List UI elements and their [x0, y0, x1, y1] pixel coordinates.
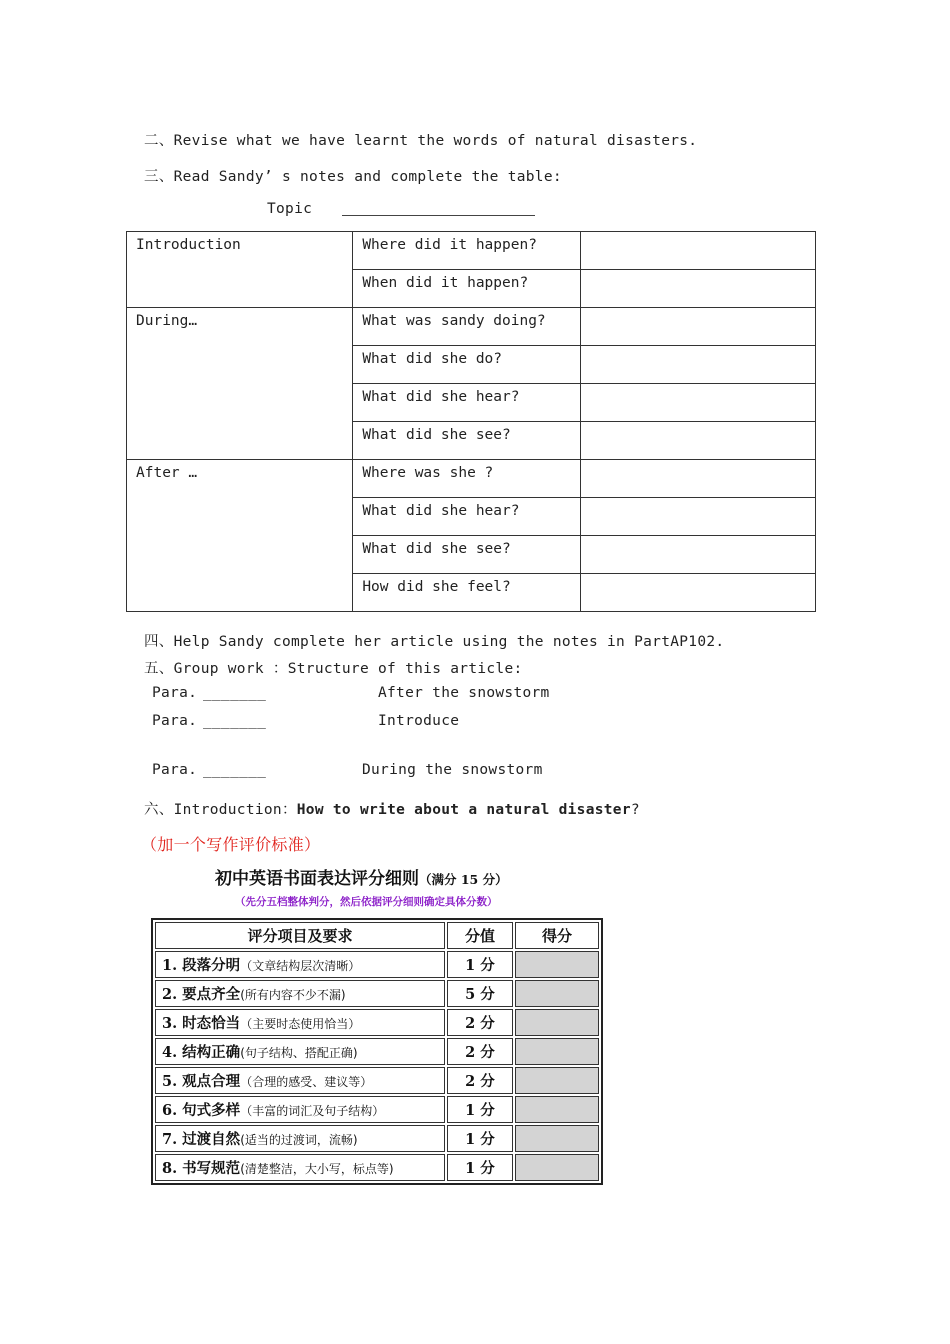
- rubric-item: [155, 1096, 445, 1123]
- group-label-introduction: Introduction: [127, 232, 353, 308]
- rubric-header-value: 分值: [447, 922, 513, 949]
- rubric-row: [155, 1096, 599, 1123]
- rubric-item-name: 1. 段落分明: [162, 957, 241, 974]
- question-cell: When did it happen?: [353, 270, 580, 308]
- rubric-score-cell[interactable]: [515, 1038, 599, 1065]
- para-label: Para.: [152, 685, 198, 701]
- answer-cell[interactable]: [580, 574, 815, 612]
- rubric-item-requirement: （丰富的词汇及句子结构）: [240, 1104, 385, 1118]
- rubric-value: 1 分: [447, 1125, 513, 1152]
- rubric-header-item: 评分项目及要求: [155, 922, 445, 949]
- question-cell: What did she do?: [353, 346, 580, 384]
- red-note: （加一个写作评价标准）: [141, 835, 321, 854]
- question-cell: What was sandy doing?: [353, 308, 580, 346]
- question-cell: Where was she ?: [353, 460, 580, 498]
- rubric-score-cell[interactable]: [515, 1125, 599, 1152]
- rubric-score-cell[interactable]: [515, 1154, 599, 1181]
- rubric-row: [155, 1067, 599, 1094]
- rubric-value: 5 分: [447, 980, 513, 1007]
- rubric-value: 2 分: [447, 1038, 513, 1065]
- para-structure-text: After the snowstorm: [378, 685, 550, 701]
- rubric-item-requirement: （文章结构层次清晰）: [240, 959, 361, 973]
- para-label: Para.: [152, 762, 198, 778]
- answer-cell[interactable]: [580, 270, 815, 308]
- question-cell: What did she see?: [353, 422, 580, 460]
- rubric-item: [155, 1125, 445, 1152]
- rubric-item-requirement: （合理的感受、建议等）: [240, 1075, 373, 1089]
- question-cell: How did she feel?: [353, 574, 580, 612]
- answer-cell[interactable]: [580, 460, 815, 498]
- rubric-table: [151, 918, 603, 1185]
- rubric-header-score: 得分: [515, 922, 599, 949]
- para-structure-text: Introduce: [378, 713, 460, 729]
- rubric-value: 1 分: [447, 951, 513, 978]
- rubric-item-requirement: (清楚整洁，大小写，标点等): [240, 1162, 394, 1176]
- group-label-after: After …: [127, 460, 353, 612]
- rubric-item-name: 2. 要点齐全: [162, 986, 241, 1003]
- answer-cell[interactable]: [580, 536, 815, 574]
- rubric-score-cell[interactable]: [515, 1067, 599, 1094]
- rubric-score-cell[interactable]: [515, 951, 599, 978]
- section-6-question: How to write about a natural disaster: [296, 802, 631, 818]
- rubric-item-requirement: (所有内容不少不漏): [240, 988, 346, 1002]
- answer-cell[interactable]: [580, 422, 815, 460]
- rubric-item: [155, 951, 445, 978]
- section-4-text: 四、Help Sandy complete her article using the notes in PartAP102.: [144, 634, 725, 650]
- rubric-value: 1 分: [447, 1096, 513, 1123]
- rubric-item-name: 5. 观点合理: [162, 1073, 241, 1090]
- question-cell: What did she see?: [353, 536, 580, 574]
- rubric-row: [155, 980, 599, 1007]
- rubric-item: [155, 1067, 445, 1094]
- notes-table: [126, 231, 816, 612]
- rubric-item-name: 3. 时态恰当: [162, 1015, 241, 1032]
- para-blank[interactable]: _______: [203, 713, 267, 729]
- answer-cell[interactable]: [580, 308, 815, 346]
- section-6-prefix: 六、Introduction：: [144, 802, 297, 818]
- rubric-score-cell[interactable]: [515, 1096, 599, 1123]
- answer-cell[interactable]: [580, 384, 815, 422]
- rubric-subtitle: （先分五档整体判分，然后依据评分细则确定具体分数）: [235, 896, 498, 908]
- answer-cell[interactable]: [580, 346, 815, 384]
- rubric-item-name: 8. 书写规范: [162, 1160, 241, 1177]
- rubric-row: [155, 951, 599, 978]
- para-blank[interactable]: _______: [203, 685, 267, 701]
- rubric-item-requirement: （主要时态使用恰当）: [240, 1017, 361, 1031]
- question-cell: Where did it happen?: [353, 232, 580, 270]
- question-cell: What did she hear?: [353, 384, 580, 422]
- rubric-item-requirement: (适当的过渡词，流畅): [240, 1133, 358, 1147]
- rubric-row: [155, 1125, 599, 1152]
- topic-label: Topic: [267, 201, 313, 217]
- rubric-item: [155, 980, 445, 1007]
- rubric-item: [155, 1154, 445, 1181]
- para-blank[interactable]: _______: [203, 762, 267, 778]
- rubric-item: [155, 1038, 445, 1065]
- question-cell: What did she hear?: [353, 498, 580, 536]
- rubric-title-note: （满分 15 分）: [419, 872, 508, 887]
- answer-cell[interactable]: [580, 498, 815, 536]
- rubric-title-main: 初中英语书面表达评分细则: [215, 869, 419, 889]
- rubric-value: 2 分: [447, 1009, 513, 1036]
- rubric-score-cell[interactable]: [515, 1009, 599, 1036]
- rubric-row: [155, 1038, 599, 1065]
- section-2-text: 二、Revise what we have learnt the words of natural disasters.: [144, 133, 698, 149]
- rubric-item-name: 6. 句式多样: [162, 1102, 241, 1119]
- section-3-text: 三、Read Sandy’ s notes and complete the table:: [144, 169, 562, 185]
- rubric-item-requirement: (句子结构、搭配正确): [240, 1046, 358, 1060]
- section-6-suffix: ?: [630, 802, 640, 818]
- topic-blank-line[interactable]: [342, 215, 535, 216]
- section-6-text: [144, 798, 640, 819]
- rubric-value: 1 分: [447, 1154, 513, 1181]
- rubric-score-cell[interactable]: [515, 980, 599, 1007]
- group-label-during: During…: [127, 308, 353, 460]
- rubric-item-name: 4. 结构正确: [162, 1044, 241, 1061]
- para-label: Para.: [152, 713, 198, 729]
- rubric-row: [155, 1009, 599, 1036]
- para-structure-text: During the snowstorm: [362, 762, 543, 778]
- section-5-text: 五、Group work ：Structure of this article:: [144, 661, 523, 677]
- rubric-row: [155, 1154, 599, 1181]
- answer-cell[interactable]: [580, 232, 815, 270]
- rubric-title: [215, 864, 508, 889]
- rubric-item-name: 7. 过渡自然: [162, 1131, 241, 1148]
- rubric-value: 2 分: [447, 1067, 513, 1094]
- rubric-item: [155, 1009, 445, 1036]
